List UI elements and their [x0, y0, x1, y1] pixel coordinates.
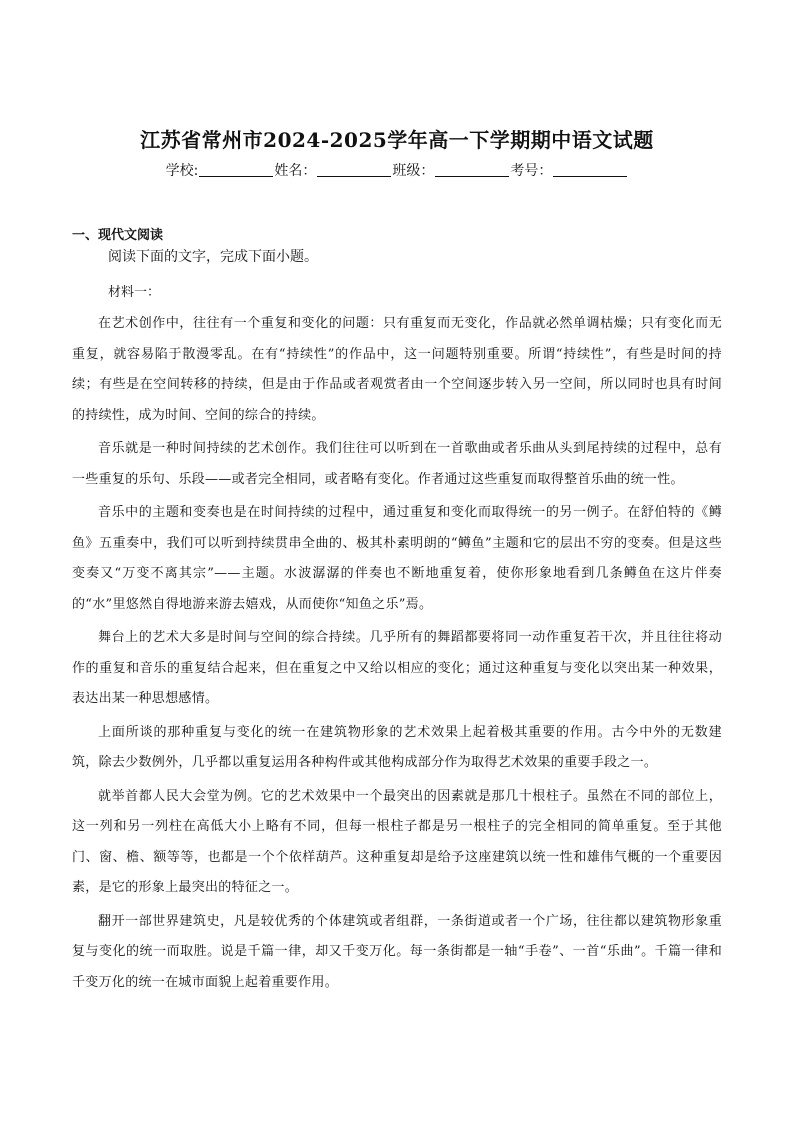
paragraph: 上面所谈的那种重复与变化的统一在建筑物形象的艺术效果上起着极其重要的作用。古今中外的无数建筑，除去少数例外，几乎都以重复运用各种构件或其他构成部分作为取得艺术效果的重要手段之一。	[72, 724, 722, 770]
exam-number-label: 考号：	[510, 163, 553, 179]
paragraph: 音乐就是一种时间持续的艺术创作。我们往往可以听到在一首歌曲或者乐曲从头到尾持续的过程中，总有一些重复的乐句、乐段——或者完全相同，或者略有变化。作者通过这些重复而取得整首乐曲的统一性。	[72, 441, 722, 487]
section-heading: 一、现代文阅读	[72, 228, 164, 243]
paragraph: 音乐中的主题和变奏也是在时间持续的过程中，通过重复和变化而取得统一的另一例子。在舒伯特的《鳟鱼》五重奏中，我们可以听到持续贯串全曲的、极其朴素明朗的“鳟鱼”主题和它的层出不穷的变奏。但是这些变奏又“万变不离其宗”——主题。水波潺潺的伴奏也不断地重复着，使你形象地看到几条鳟鱼在这片伴奏的“水”里悠然自得地游来游去嬉戏，从而使你“知鱼之乐”焉。	[72, 505, 722, 612]
material-label: 材料一：	[108, 285, 161, 300]
paragraph: 在艺术创作中，往往有一个重复和变化的问题：只有重复而无变化，作品就必然单调枯燥；只有变化而无重复，就容易陷于散漫零乱。在有“持续性”的作品中，这一问题特别重要。所谓“持续性”，有些是时间的持续；有些是在空间转移的持续，但是由于作品或者观赏者由一个空间逐步转入另一空间，所以同时也具有时间的持续性，成为时间、空间的综合的持续。	[72, 316, 722, 423]
page-title: 江苏省常州市2024-2025学年高一下学期期中语文试题	[140, 128, 654, 152]
paragraph: 翻开一部世界建筑史，凡是较优秀的个体建筑或者组群，一条街道或者一个广场，往往都以建筑物形象重复与变化的统一而取胜。说是千篇一律，却又千变万化。每一条街都是一轴“手卷”、一首“乐曲”。千篇一律和千变万化的统一在城市面貌上起着重要作用。	[72, 913, 722, 990]
name-label: 姓名：	[274, 163, 317, 179]
school-blank[interactable]	[199, 162, 273, 177]
passage-body	[72, 309, 722, 1001]
name-blank[interactable]	[317, 162, 391, 177]
paragraph: 舞台上的艺术大多是时间与空间的综合持续。几乎所有的舞蹈都要将同一动作重复若干次，并且往往将动作的重复和音乐的重复结合起来，但在重复之中又给以相应的变化；通过这种重复与变化以突出某一种效果，表达出某一种思想感情。	[72, 630, 722, 706]
reading-instruction: 阅读下面的文字，完成下面小题。	[108, 249, 318, 265]
school-label: 学校:	[165, 163, 199, 179]
class-label: 班级：	[392, 163, 435, 179]
student-info-line	[0, 160, 794, 180]
class-blank[interactable]	[435, 162, 509, 177]
exam-number-blank[interactable]	[553, 162, 627, 177]
paragraph: 就举首都人民大会堂为例。它的艺术效果中一个最突出的因素就是那几十根柱子。虽然在不同的部位上，这一列和另一列柱在高低大小上略有不同，但每一根柱子都是另一根柱子的完全相同的简单重复。至于其他门、窗、檐、额等等，也都是一个个依样葫芦。这种重复却是给予这座建筑以统一性和雄伟气概的一个重要因素，是它的形象上最突出的特征之一。	[72, 788, 722, 895]
